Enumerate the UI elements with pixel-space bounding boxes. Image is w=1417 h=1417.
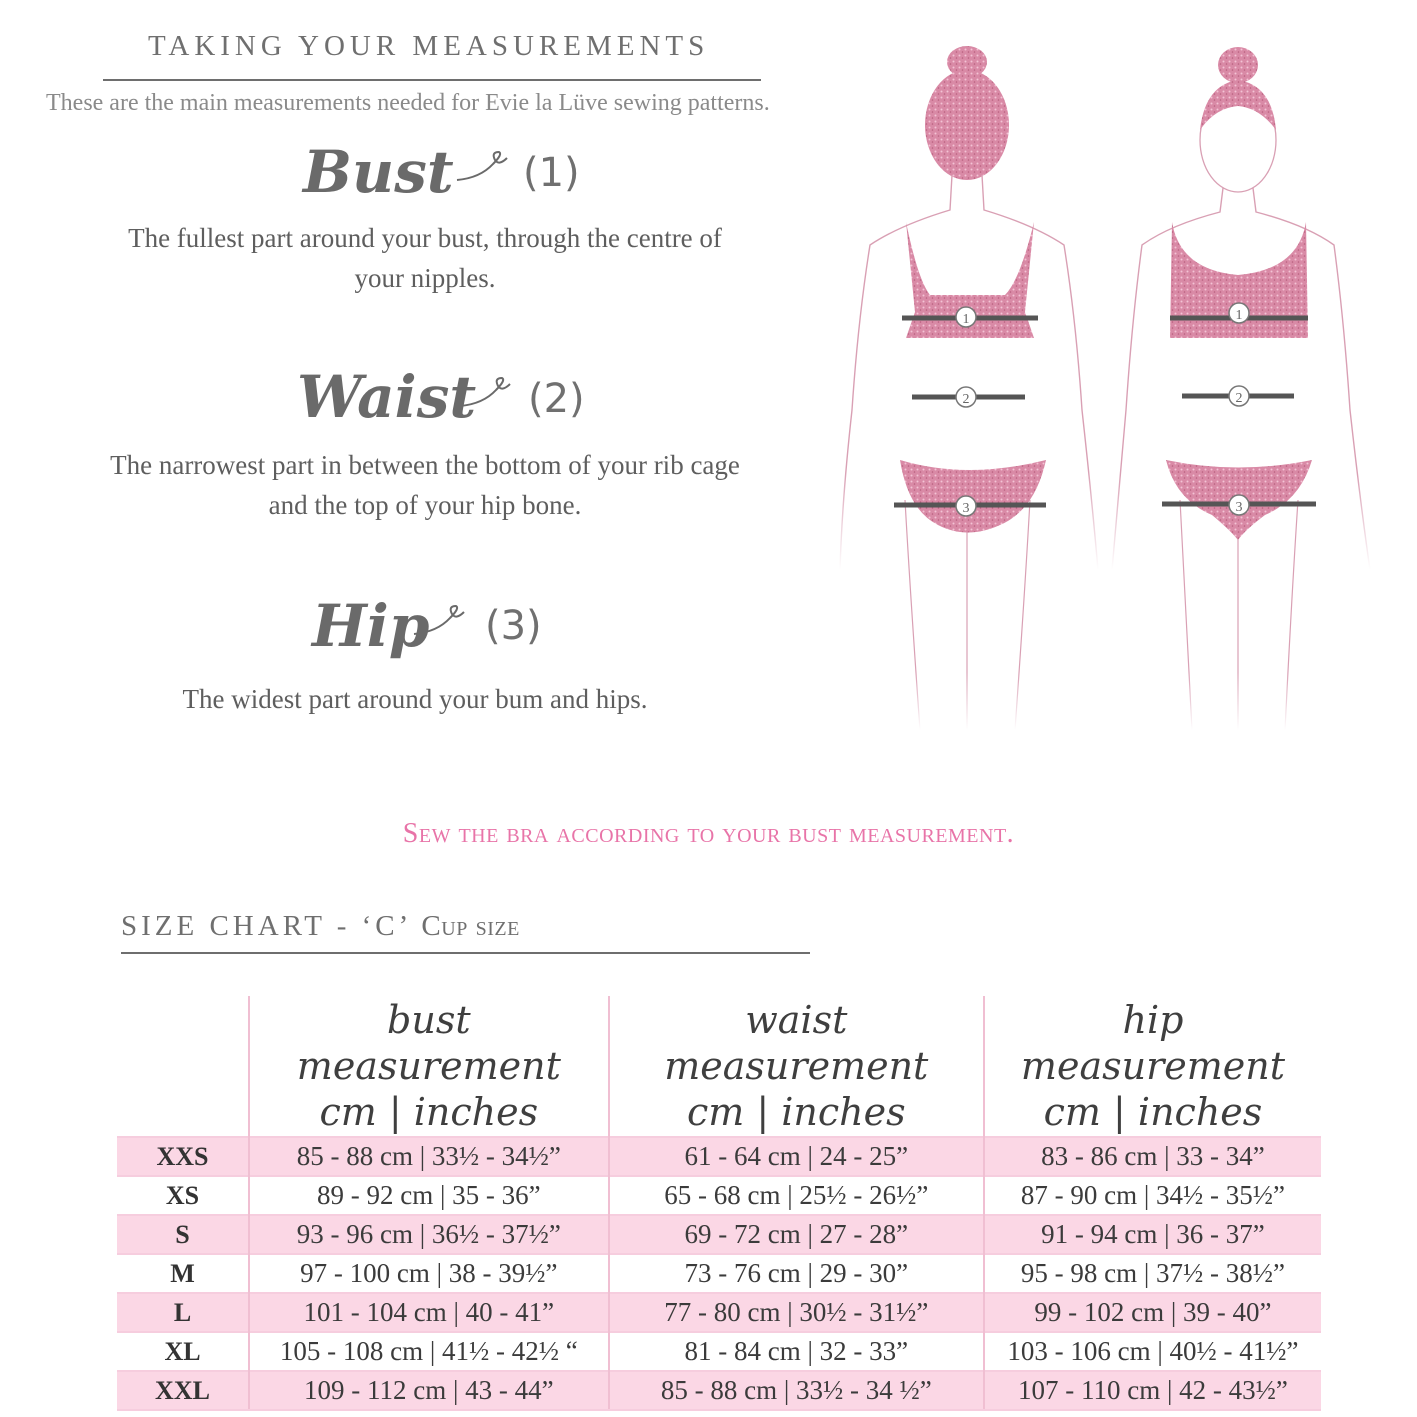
bust-cell: 93 - 96 cm | 36½ - 37½”	[249, 1215, 609, 1254]
bust-cell: 85 - 88 cm | 33½ - 34½”	[249, 1137, 609, 1176]
waist-cell: 77 - 80 cm | 30½ - 31½”	[609, 1293, 984, 1332]
hip-cell: 83 - 86 cm | 33 - 34”	[984, 1137, 1321, 1176]
waist-cell: 85 - 88 cm | 33½ - 34 ½”	[609, 1371, 984, 1410]
front-view-figure	[1112, 47, 1370, 730]
size-label: M	[117, 1254, 249, 1293]
size-chart-underline	[121, 952, 810, 954]
header-waist	[609, 996, 984, 1137]
bust-cell: 101 - 104 cm | 40 - 41”	[249, 1293, 609, 1332]
waist-cell: 73 - 76 cm | 29 - 30”	[609, 1254, 984, 1293]
size-label: S	[117, 1215, 249, 1254]
title-underline	[103, 79, 761, 81]
bust-heading: Bust	[303, 138, 454, 206]
swash-decoration	[458, 376, 513, 416]
header-bust-line1: bust measurement	[296, 998, 561, 1088]
marker-2: 2	[1235, 391, 1243, 406]
header-blank-cell	[117, 996, 249, 1137]
bust-description-line1: The fullest part around your bust, through the centre of	[128, 223, 722, 253]
bust-description-line2: your nipples.	[354, 263, 496, 293]
body-figures-illustration	[820, 30, 1400, 760]
bust-cell: 109 - 112 cm | 43 - 44”	[249, 1371, 609, 1410]
table-row	[117, 1254, 1321, 1293]
marker-1: 1	[1235, 308, 1243, 323]
waist-cell: 81 - 84 cm | 32 - 33”	[609, 1332, 984, 1371]
swash-decoration	[455, 150, 510, 190]
bust-description	[60, 218, 790, 298]
table-row	[117, 1293, 1321, 1332]
waist-description-line1: The narrowest part in between the bottom of your rib cage	[110, 450, 740, 480]
header-waist-line2: cm | inches	[686, 1090, 906, 1134]
table-row	[117, 1371, 1321, 1410]
bust-number: (1)	[523, 150, 580, 196]
waist-cell: 61 - 64 cm | 24 - 25”	[609, 1137, 984, 1176]
hip-cell: 99 - 102 cm | 39 - 40”	[984, 1293, 1321, 1332]
table-row	[117, 1332, 1321, 1371]
back-view-figure	[840, 46, 1098, 730]
header-hip-line2: cm | inches	[1043, 1090, 1263, 1134]
size-label: XL	[117, 1332, 249, 1371]
header-hip	[984, 996, 1321, 1137]
table-row	[117, 1176, 1321, 1215]
marker-1: 1	[962, 312, 970, 327]
size-chart-title-cup: Cup size	[421, 910, 520, 942]
header-hip-line1: hip measurement	[1020, 998, 1285, 1088]
table-header-row	[117, 996, 1321, 1137]
marker-2: 2	[962, 392, 970, 407]
table-row	[117, 1215, 1321, 1254]
size-chart-title	[121, 910, 520, 943]
header-bust	[249, 996, 609, 1137]
header-waist-line1: waist measurement	[664, 998, 929, 1088]
page-title: TAKING YOUR MEASUREMENTS	[148, 30, 710, 62]
bust-cell: 89 - 92 cm | 35 - 36”	[249, 1176, 609, 1215]
header-bust-line2: cm | inches	[319, 1090, 539, 1134]
waist-heading: Waist	[297, 363, 477, 431]
marker-3: 3	[962, 501, 970, 516]
hip-cell: 107 - 110 cm | 42 - 43½”	[984, 1371, 1321, 1410]
hip-cell: 91 - 94 cm | 36 - 37”	[984, 1215, 1321, 1254]
waist-description-line2: and the top of your hip bone.	[268, 490, 582, 520]
hip-cell: 95 - 98 cm | 37½ - 38½”	[984, 1254, 1321, 1293]
intro-text: These are the main measurements needed for Evie la Lüve sewing patterns.	[46, 90, 770, 116]
size-label: XS	[117, 1176, 249, 1215]
waist-cell: 69 - 72 cm | 27 - 28”	[609, 1215, 984, 1254]
size-chart-table	[117, 996, 1321, 1411]
hip-description-line1: The widest part around your bum and hips.	[182, 684, 648, 714]
waist-description	[60, 445, 790, 525]
hip-number: (3)	[485, 603, 542, 649]
waist-number: (2)	[528, 376, 585, 422]
table-row	[117, 1137, 1321, 1176]
size-chart-title-main: SIZE CHART - ‘C’	[121, 910, 411, 942]
marker-3: 3	[1235, 500, 1243, 515]
bust-cell: 97 - 100 cm | 38 - 39½”	[249, 1254, 609, 1293]
hip-description	[60, 679, 770, 719]
bust-cell: 105 - 108 cm | 41½ - 42½ “	[249, 1332, 609, 1371]
waist-cell: 65 - 68 cm | 25½ - 26½”	[609, 1176, 984, 1215]
hip-heading: Hip	[312, 592, 430, 660]
hip-cell: 87 - 90 cm | 34½ - 35½”	[984, 1176, 1321, 1215]
swash-decoration	[412, 604, 467, 644]
hip-cell: 103 - 106 cm | 40½ - 41½”	[984, 1332, 1321, 1371]
bra-sizing-note: Sew the bra according to your bust measurement.	[402, 818, 1015, 849]
size-label: XXL	[117, 1371, 249, 1410]
size-label: XXS	[117, 1137, 249, 1176]
size-label: L	[117, 1293, 249, 1332]
